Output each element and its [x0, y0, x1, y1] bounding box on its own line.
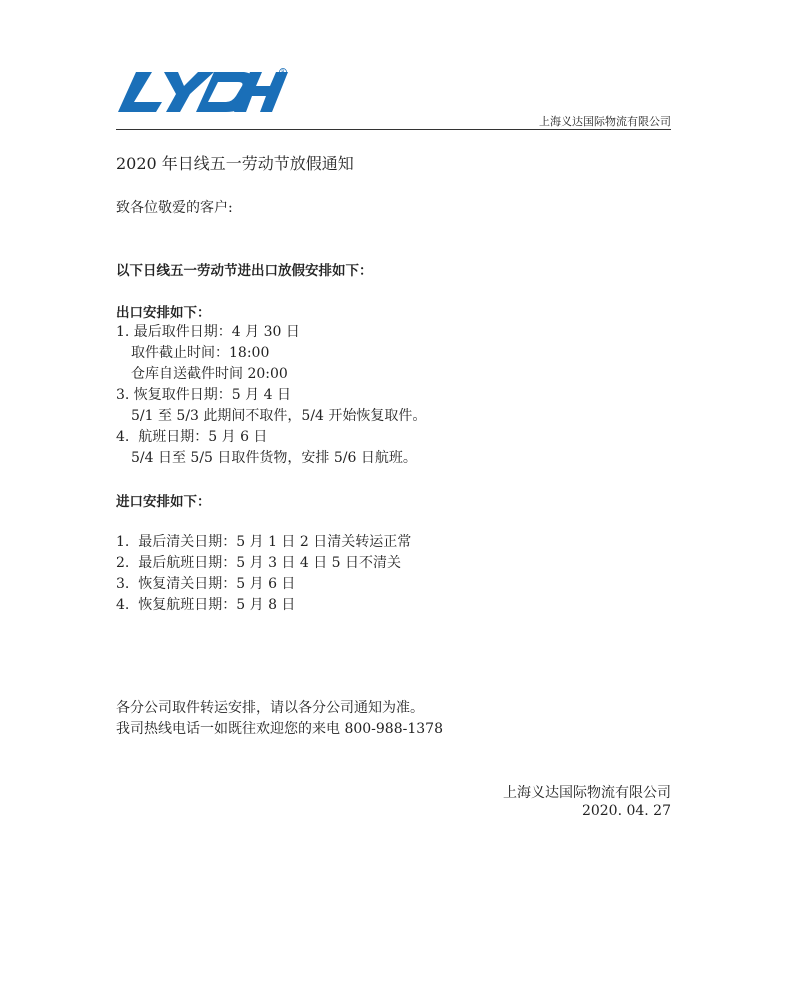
export-item: 5/1 至 5/3 此期间不取件，5/4 开始恢复取件。 — [131, 408, 427, 424]
greeting: 致各位敬爱的客户: — [116, 200, 233, 216]
closing-note: 各分公司取件转运安排，请以各分公司通知为准。 — [116, 700, 424, 716]
intro-heading: 以下日线五一劳动节进出口放假安排如下： — [116, 263, 373, 279]
import-item: 1. 最后清关日期：5 月 1 日 2 日清关转运正常 — [116, 534, 412, 550]
export-item: 4. 航班日期：5 月 6 日 — [116, 429, 268, 445]
header-company-name: 上海义达国际物流有限公司 — [539, 115, 671, 128]
header-divider — [116, 129, 671, 130]
signature-date: 2020. 04. 27 — [581, 803, 671, 819]
svg-text:R: R — [281, 69, 285, 76]
company-logo — [118, 68, 288, 116]
export-heading: 出口安排如下： — [116, 305, 211, 321]
import-item: 3. 恢复清关日期：5 月 6 日 — [116, 576, 296, 592]
hotline-note: 我司热线电话一如既往欢迎您的来电 800-988-1378 — [116, 721, 443, 737]
export-item: 取件截止时间：18:00 — [131, 345, 270, 361]
export-item: 3. 恢复取件日期：5 月 4 日 — [116, 387, 291, 403]
notice-title: 2020 年日线五一劳动节放假通知 — [116, 154, 354, 173]
import-item: 4. 恢复航班日期：5 月 8 日 — [116, 597, 296, 613]
import-heading: 进口安排如下： — [116, 494, 211, 510]
signature-company: 上海义达国际物流有限公司 — [503, 785, 671, 801]
export-item: 仓库自送截件时间 20:00 — [131, 366, 288, 382]
import-item: 2. 最后航班日期：5 月 3 日 4 日 5 日不清关 — [116, 555, 402, 571]
export-item: 1. 最后取件日期：4 月 30 日 — [116, 324, 300, 340]
export-item: 5/4 日至 5/5 日取件货物，安排 5/6 日航班。 — [131, 450, 417, 466]
